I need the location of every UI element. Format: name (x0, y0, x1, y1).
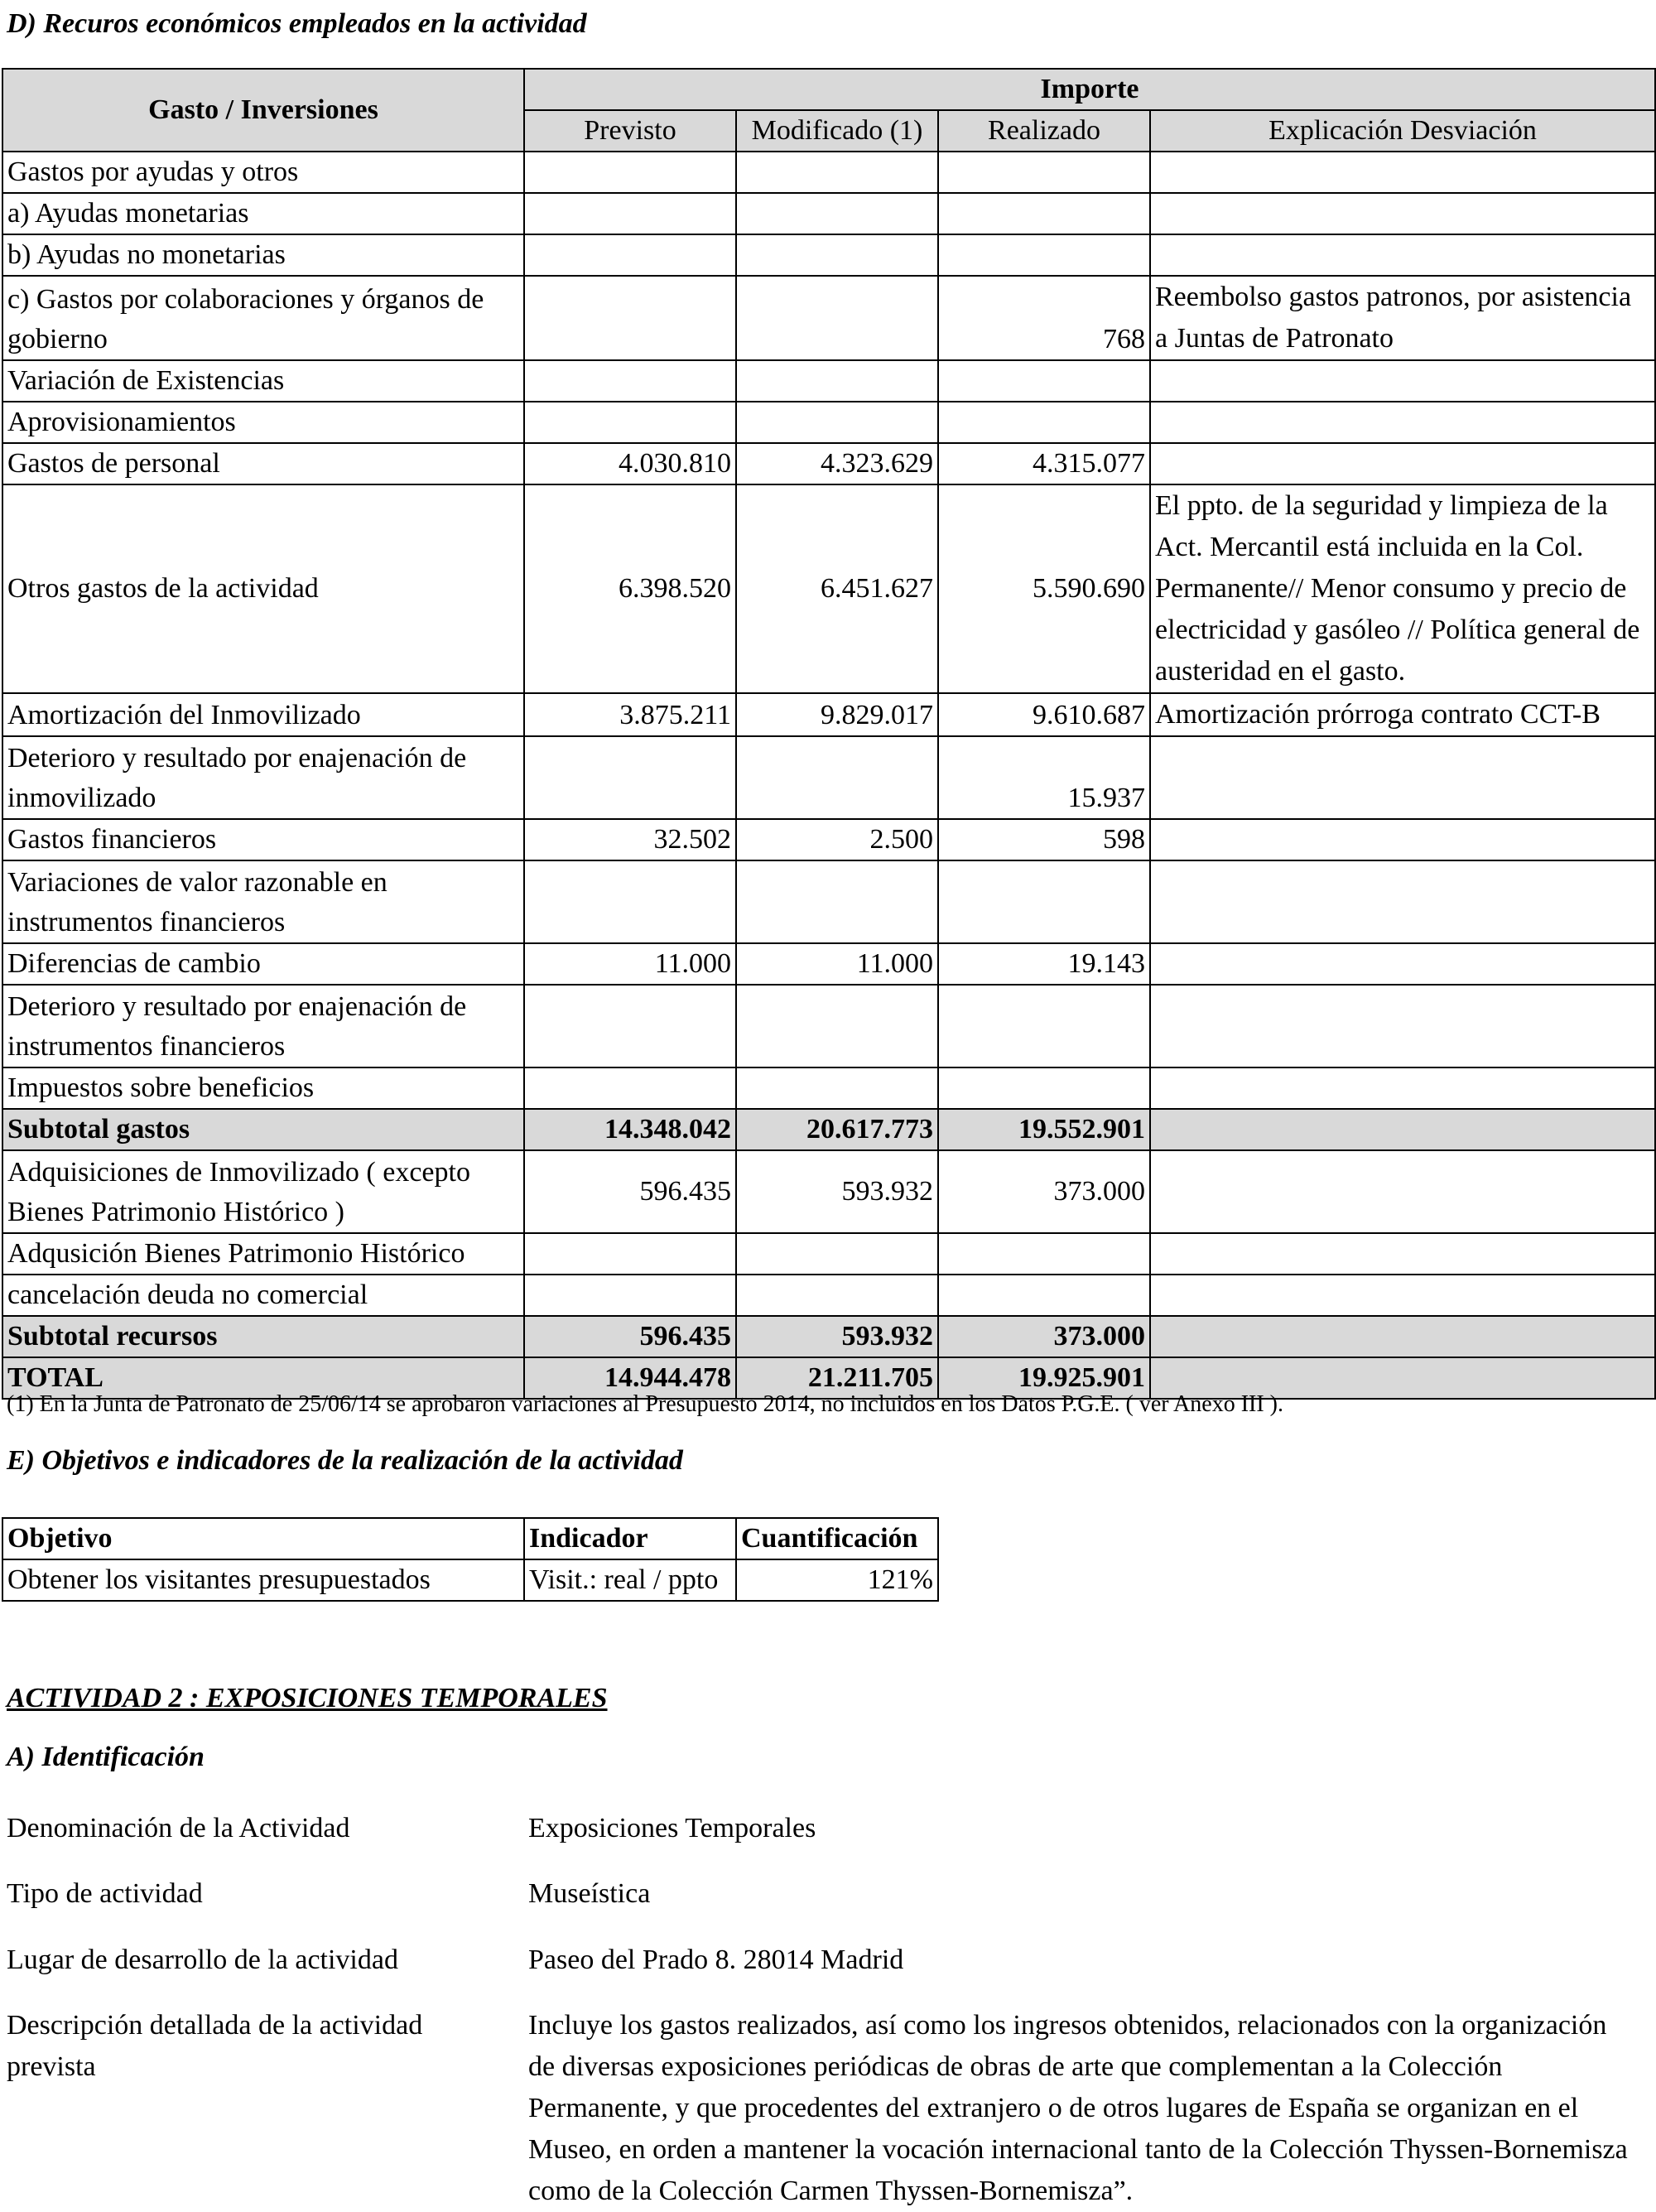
concept-cell: Impuestos sobre beneficios (2, 1067, 524, 1109)
realizado-cell: 598 (938, 819, 1150, 860)
header-explicacion: Explicación Desviación (1150, 110, 1655, 152)
realizado-cell: 373.000 (938, 1150, 1150, 1233)
concept-cell: cancelación deuda no comercial (2, 1275, 524, 1316)
header-gasto-inversiones: Gasto / Inversiones (2, 69, 524, 152)
realizado-cell: 19.552.901 (938, 1109, 1150, 1150)
explicacion-cell (1150, 1067, 1655, 1109)
concept-cell: a) Ayudas monetarias (2, 193, 524, 234)
descripcion-label: Descripción detallada de la actividad prevista (7, 2010, 423, 2082)
concept-cell: Variaciones de valor razonable en instrumentos financieros (2, 860, 524, 943)
realizado-cell (938, 402, 1150, 443)
modificado-cell (736, 860, 938, 943)
explicacion-cell (1150, 443, 1655, 484)
modificado-cell (736, 1275, 938, 1316)
realizado-cell (938, 152, 1150, 193)
concept-cell: Subtotal gastos (2, 1109, 524, 1150)
modificado-cell (736, 234, 938, 276)
section-d-title: D) Recuros económicos empleados en la actividad (7, 8, 587, 39)
concept-cell: Adqusición Bienes Patrimonio Histórico (2, 1233, 524, 1275)
realizado-cell: 9.610.687 (938, 693, 1150, 736)
explicacion-cell (1150, 234, 1655, 276)
previsto-cell: 14.348.042 (524, 1109, 736, 1150)
explicacion-cell: Amortización prórroga contrato CCT-B (1150, 693, 1655, 736)
table-row (2, 1067, 1655, 1109)
explicacion-cell (1150, 360, 1655, 402)
concept-cell: Gastos financieros (2, 819, 524, 860)
modificado-cell: 593.932 (736, 1316, 938, 1357)
previsto-cell: 4.030.810 (524, 443, 736, 484)
explicacion-cell (1150, 1109, 1655, 1150)
previsto-cell (524, 1067, 736, 1109)
footnote: (1) En la Junta de Patronato de 25/06/14 se aprobaron variaciones al Presupuesto 2014, no incluidos en los Datos P.G.E. ( ver Anexo III ). (7, 1391, 1283, 1417)
explicacion-cell (1150, 1316, 1655, 1357)
tipo-label: Tipo de actividad (7, 1878, 203, 1909)
modificado-cell (736, 152, 938, 193)
summary-row (2, 1316, 1655, 1357)
header-modificado: Modificado (1) (736, 110, 938, 152)
resources-body (2, 152, 1655, 1399)
realizado-cell: 768 (938, 276, 1150, 360)
previsto-cell: 6.398.520 (524, 484, 736, 693)
table-row (2, 276, 1655, 360)
modificado-cell: 20.617.773 (736, 1109, 938, 1150)
realizado-cell: 19.143 (938, 943, 1150, 985)
table-row (2, 819, 1655, 860)
summary-row (2, 1109, 1655, 1150)
previsto-cell (524, 402, 736, 443)
modificado-cell (736, 1233, 938, 1275)
modificado-cell (736, 736, 938, 819)
previsto-cell (524, 1233, 736, 1275)
concept-cell: b) Ayudas no monetarias (2, 234, 524, 276)
modificado-cell (736, 276, 938, 360)
modificado-cell: 21.211.705 (736, 1357, 938, 1399)
explicacion-cell (1150, 1233, 1655, 1275)
concept-cell: c) Gastos por colaboraciones y órganos de gobierno (2, 276, 524, 360)
table-row (2, 736, 1655, 819)
modificado-cell: 4.323.629 (736, 443, 938, 484)
modificado-cell (736, 985, 938, 1067)
previsto-cell (524, 193, 736, 234)
realizado-cell (938, 234, 1150, 276)
section-e-title: E) Objetivos e indicadores de la realización de la actividad (7, 1445, 683, 1476)
modificado-cell: 6.451.627 (736, 484, 938, 693)
table-row (2, 1275, 1655, 1316)
modificado-cell: 9.829.017 (736, 693, 938, 736)
explicacion-cell: Reembolso gastos patronos, por asistencia a Juntas de Patronato (1150, 276, 1655, 360)
realizado-cell: 373.000 (938, 1316, 1150, 1357)
previsto-cell: 3.875.211 (524, 693, 736, 736)
tipo-value: Museística (528, 1878, 651, 1909)
concept-cell: Gastos por ayudas y otros (2, 152, 524, 193)
table-row (2, 943, 1655, 985)
realizado-cell (938, 360, 1150, 402)
concept-cell: Deterioro y resultado por enajenación de instrumentos financieros (2, 985, 524, 1067)
explicacion-cell (1150, 985, 1655, 1067)
realizado-cell: 15.937 (938, 736, 1150, 819)
table-row (2, 443, 1655, 484)
realizado-cell (938, 860, 1150, 943)
modificado-cell (736, 193, 938, 234)
previsto-cell (524, 360, 736, 402)
table-row (2, 1150, 1655, 1233)
denominacion-label: Denominación de la Actividad (7, 1813, 350, 1843)
table-row (2, 484, 1655, 693)
denominacion-value: Exposiciones Temporales (528, 1813, 816, 1843)
modificado-cell (736, 360, 938, 402)
concept-cell: Diferencias de cambio (2, 943, 524, 985)
explicacion-cell (1150, 1150, 1655, 1233)
header-objetivo: Objetivo (2, 1518, 524, 1559)
explicacion-cell: El ppto. de la seguridad y limpieza de la Act. Mercantil está incluida en la Col. Permanente// Menor consumo y precio de electricidad y gasóleo // Política general de austeridad en el gasto. (1150, 484, 1655, 693)
modificado-cell: 2.500 (736, 819, 938, 860)
explicacion-cell (1150, 860, 1655, 943)
table-row (2, 860, 1655, 943)
explicacion-cell (1150, 736, 1655, 819)
resources-table (2, 68, 1656, 1400)
realizado-cell (938, 1067, 1150, 1109)
previsto-cell (524, 152, 736, 193)
previsto-cell: 596.435 (524, 1316, 736, 1357)
explicacion-cell (1150, 402, 1655, 443)
previsto-cell (524, 234, 736, 276)
previsto-cell: 11.000 (524, 943, 736, 985)
concept-cell: Subtotal recursos (2, 1316, 524, 1357)
table-row (2, 693, 1655, 736)
header-cuantificacion: Cuantificación (736, 1518, 938, 1559)
previsto-cell: 14.944.478 (524, 1357, 736, 1399)
concept-cell: Otros gastos de la actividad (2, 484, 524, 693)
table-row (2, 234, 1655, 276)
realizado-cell: 19.925.901 (938, 1357, 1150, 1399)
modificado-cell: 11.000 (736, 943, 938, 985)
concept-cell: Gastos de personal (2, 443, 524, 484)
header-importe: Importe (524, 69, 1655, 110)
previsto-cell (524, 276, 736, 360)
previsto-cell (524, 736, 736, 819)
realizado-cell (938, 1233, 1150, 1275)
objectives-table (2, 1517, 939, 1602)
explicacion-cell (1150, 1275, 1655, 1316)
explicacion-cell (1150, 943, 1655, 985)
header-previsto: Previsto (524, 110, 736, 152)
table-row (2, 193, 1655, 234)
modificado-cell (736, 1067, 938, 1109)
realizado-cell (938, 1275, 1150, 1316)
realizado-cell: 4.315.077 (938, 443, 1150, 484)
concept-cell: Amortización del Inmovilizado (2, 693, 524, 736)
table-row (2, 360, 1655, 402)
lugar-label: Lugar de desarrollo de la actividad (7, 1945, 398, 1975)
explicacion-cell (1150, 819, 1655, 860)
concept-cell: Adquisiciones de Inmovilizado ( excepto Bienes Patrimonio Histórico ) (2, 1150, 524, 1233)
explicacion-cell (1150, 193, 1655, 234)
previsto-cell: 32.502 (524, 819, 736, 860)
objective-cell: Obtener los visitantes presupuestados (2, 1559, 524, 1601)
modificado-cell (736, 402, 938, 443)
realizado-cell (938, 985, 1150, 1067)
identification-subtitle: A) Identificación (7, 1742, 205, 1772)
concept-cell: TOTAL (2, 1357, 524, 1399)
activity-2-title: ACTIVIDAD 2 : EXPOSICIONES TEMPORALES (7, 1683, 608, 1713)
concept-cell: Aprovisionamientos (2, 402, 524, 443)
quantification-cell: 121% (736, 1559, 938, 1601)
concept-cell: Deterioro y resultado por enajenación de inmovilizado (2, 736, 524, 819)
realizado-cell: 5.590.690 (938, 484, 1150, 693)
realizado-cell (938, 193, 1150, 234)
previsto-cell (524, 985, 736, 1067)
table-row (2, 985, 1655, 1067)
indicator-cell: Visit.: real / ppto (524, 1559, 736, 1601)
modificado-cell: 593.932 (736, 1150, 938, 1233)
table-row (2, 1233, 1655, 1275)
explicacion-cell (1150, 152, 1655, 193)
header-realizado: Realizado (938, 110, 1150, 152)
previsto-cell (524, 860, 736, 943)
previsto-cell: 596.435 (524, 1150, 736, 1233)
previsto-cell (524, 1275, 736, 1316)
descripcion-value: Incluye los gastos realizados, así como los ingresos obtenidos, relacionados con la organización de diversas exposiciones periódicas de obras de arte que complementan a la Colección Permanente, y que procedentes del extranjero o de otros lugares de España se organizan en el Museo, en orden a mantener la vocación internacional tanto de la Colección Thyssen-Bornemisza como de la Colección Carmen Thyssen-Bornemisza”. (528, 2010, 1628, 2206)
concept-cell: Variación de Existencias (2, 360, 524, 402)
table-row (2, 152, 1655, 193)
lugar-value: Paseo del Prado 8. 28014 Madrid (528, 1945, 904, 1975)
table-row (2, 402, 1655, 443)
header-indicador: Indicador (524, 1518, 736, 1559)
